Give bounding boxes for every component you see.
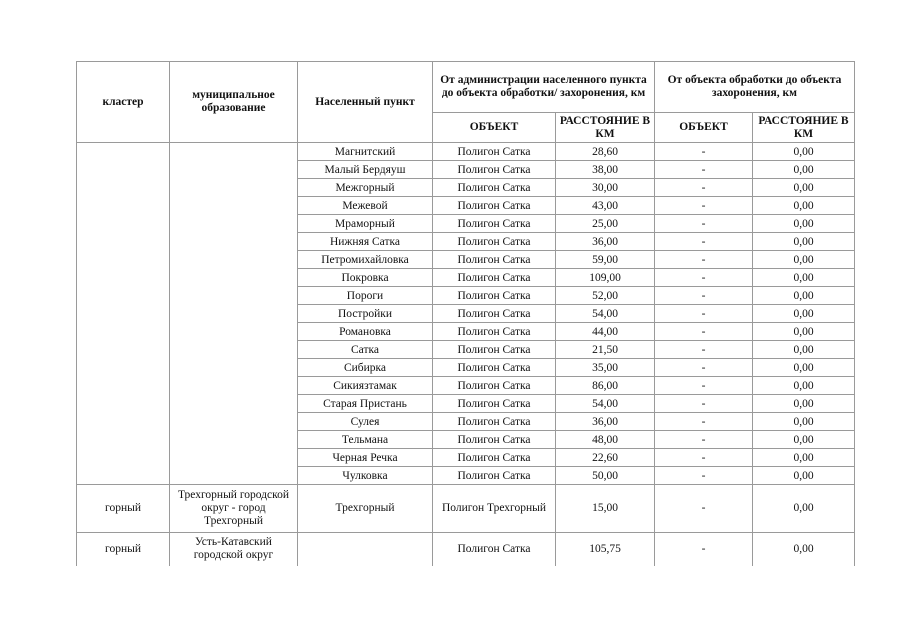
object-cell: Полигон Сатка: [433, 413, 556, 431]
settlement-cell: Магнитский: [298, 143, 433, 161]
object2-cell: -: [655, 179, 753, 197]
distance-cell: 30,00: [556, 179, 655, 197]
settlement-cell: Сибирка: [298, 359, 433, 377]
municipality-cell-empty: [170, 143, 298, 485]
distance-cell: 86,00: [556, 377, 655, 395]
object2-cell: -: [655, 467, 753, 485]
distance-cell: 52,00: [556, 287, 655, 305]
distance-cell: 38,00: [556, 161, 655, 179]
distance2-cell: 0,00: [753, 143, 855, 161]
settlement-cell: Черная Речка: [298, 449, 433, 467]
distance-cell: 43,00: [556, 197, 655, 215]
object2-cell: -: [655, 323, 753, 341]
object2-cell: -: [655, 251, 753, 269]
table-row-trekhgorny: [77, 485, 855, 533]
cluster-cell-empty: [77, 143, 170, 485]
header-object-1: ОБЪЕКТ: [433, 113, 556, 143]
distance-cell: 54,00: [556, 305, 655, 323]
settlement-cell: Мраморный: [298, 215, 433, 233]
object2-cell: -: [655, 233, 753, 251]
distance2-cell: 0,00: [753, 287, 855, 305]
object2-cell: -: [655, 341, 753, 359]
distance-cell: 44,00: [556, 323, 655, 341]
distance2-cell: 0,00: [753, 161, 855, 179]
header-municipality: муниципальное образование: [170, 62, 298, 143]
object2-cell: -: [655, 161, 753, 179]
settlement-cell: Нижняя Сатка: [298, 233, 433, 251]
distance2-cell: 0,00: [753, 215, 855, 233]
header-distance-2: РАССТОЯНИЕ В КМ: [753, 113, 855, 143]
distance2-cell: 0,00: [753, 305, 855, 323]
object-cell: Полигон Сатка: [433, 467, 556, 485]
object-cell: Полигон Сатка: [433, 197, 556, 215]
cluster-cell: горный: [77, 533, 170, 566]
object-cell: Полигон Сатка: [433, 341, 556, 359]
cluster-cell: горный: [77, 485, 170, 533]
object-cell: Полигон Сатка: [433, 323, 556, 341]
object-cell: Полигон Сатка: [433, 179, 556, 197]
distance2-cell: 0,00: [753, 233, 855, 251]
object-cell: Полигон Сатка: [433, 533, 556, 566]
distance2-cell: 0,00: [753, 359, 855, 377]
distance-table: [76, 61, 855, 566]
settlement-cell: Межгорный: [298, 179, 433, 197]
settlement-cell: Петромихайловка: [298, 251, 433, 269]
distance-cell: 25,00: [556, 215, 655, 233]
table-row-ust-katav: [77, 533, 855, 566]
distance2-cell: 0,00: [753, 197, 855, 215]
object2-cell: -: [655, 269, 753, 287]
distance-cell: 54,00: [556, 395, 655, 413]
distance2-cell: 0,00: [753, 485, 855, 533]
object-cell: Полигон Сатка: [433, 395, 556, 413]
table-row: [77, 143, 855, 161]
object2-cell: -: [655, 395, 753, 413]
object2-cell: -: [655, 197, 753, 215]
settlement-cell: Сулея: [298, 413, 433, 431]
distance-cell: 15,00: [556, 485, 655, 533]
distance2-cell: 0,00: [753, 395, 855, 413]
distance2-cell: 0,00: [753, 533, 855, 566]
object-cell: Полигон Сатка: [433, 143, 556, 161]
settlement-cell: [298, 533, 433, 566]
distance-cell: 36,00: [556, 413, 655, 431]
object-cell: Полигон Сатка: [433, 269, 556, 287]
settlement-cell: Сикиязтамак: [298, 377, 433, 395]
distance-cell: 21,50: [556, 341, 655, 359]
distance2-cell: 0,00: [753, 467, 855, 485]
settlement-cell: Межевой: [298, 197, 433, 215]
distance2-cell: 0,00: [753, 431, 855, 449]
distance-cell: 48,00: [556, 431, 655, 449]
header-group-object-to-burial: От объекта обработки до объекта захоронения, км: [655, 62, 855, 113]
settlement-cell: Старая Пристань: [298, 395, 433, 413]
header-object-2: ОБЪЕКТ: [655, 113, 753, 143]
object-cell: Полигон Сатка: [433, 449, 556, 467]
distance2-cell: 0,00: [753, 341, 855, 359]
municipality-cell: Усть-Катавский городской округ: [170, 533, 298, 566]
object-cell: Полигон Сатка: [433, 431, 556, 449]
object-cell: Полигон Сатка: [433, 215, 556, 233]
object2-cell: -: [655, 359, 753, 377]
header-group-admin-to-object: От администрации населенного пункта до объекта обработки/ захоронения, км: [433, 62, 655, 113]
object2-cell: -: [655, 143, 753, 161]
distance2-cell: 0,00: [753, 377, 855, 395]
distance2-cell: 0,00: [753, 449, 855, 467]
object-cell: Полигон Сатка: [433, 161, 556, 179]
distance2-cell: 0,00: [753, 413, 855, 431]
distance-cell: 36,00: [556, 233, 655, 251]
header-cluster: кластер: [77, 62, 170, 143]
settlement-cell: Тельмана: [298, 431, 433, 449]
settlement-cell: Трехгорный: [298, 485, 433, 533]
object2-cell: -: [655, 287, 753, 305]
object-cell: Полигон Сатка: [433, 359, 556, 377]
object2-cell: -: [655, 533, 753, 566]
object2-cell: -: [655, 377, 753, 395]
header-settlement: Населенный пункт: [298, 62, 433, 143]
distance2-cell: 0,00: [753, 179, 855, 197]
object-cell: Полигон Сатка: [433, 377, 556, 395]
settlement-cell: Постройки: [298, 305, 433, 323]
distance-cell: 22,60: [556, 449, 655, 467]
header-distance-1: РАССТОЯНИЕ В КМ: [556, 113, 655, 143]
settlement-cell: Чулковка: [298, 467, 433, 485]
distance-cell: 35,00: [556, 359, 655, 377]
distance2-cell: 0,00: [753, 323, 855, 341]
distance-cell: 50,00: [556, 467, 655, 485]
settlement-cell: Романовка: [298, 323, 433, 341]
object2-cell: -: [655, 449, 753, 467]
distance2-cell: 0,00: [753, 251, 855, 269]
object-cell: Полигон Сатка: [433, 305, 556, 323]
distance-cell: 28,60: [556, 143, 655, 161]
object2-cell: -: [655, 431, 753, 449]
object2-cell: -: [655, 413, 753, 431]
distance-cell: 59,00: [556, 251, 655, 269]
object2-cell: -: [655, 305, 753, 323]
object2-cell: -: [655, 485, 753, 533]
distance-cell: 109,00: [556, 269, 655, 287]
settlement-cell: Малый Бердяуш: [298, 161, 433, 179]
object-cell: Полигон Сатка: [433, 251, 556, 269]
municipality-cell: Трехгорный городской округ - город Трехгорный: [170, 485, 298, 533]
object-cell: Полигон Сатка: [433, 287, 556, 305]
distance2-cell: 0,00: [753, 269, 855, 287]
object-cell: Полигон Трехгорный: [433, 485, 556, 533]
object2-cell: -: [655, 215, 753, 233]
object-cell: Полигон Сатка: [433, 233, 556, 251]
settlement-cell: Покровка: [298, 269, 433, 287]
distance-cell: 105,75: [556, 533, 655, 566]
settlement-cell: Сатка: [298, 341, 433, 359]
settlement-cell: Пороги: [298, 287, 433, 305]
